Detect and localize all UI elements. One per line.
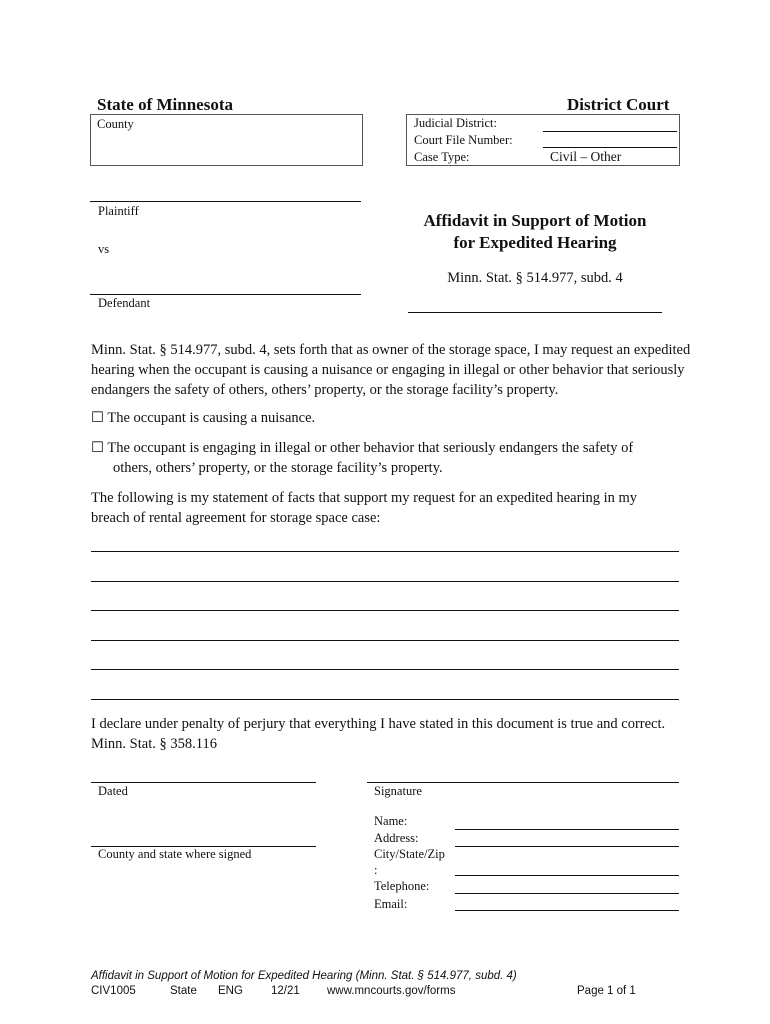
address-label: Address: — [374, 831, 419, 845]
declaration-statute: Minn. Stat. § 358.116 — [91, 736, 217, 752]
facts-line[interactable] — [91, 669, 679, 670]
county-label: County — [97, 117, 134, 131]
document-title — [406, 210, 664, 254]
city-label-cont: : — [374, 863, 378, 877]
plaintiff-field[interactable] — [90, 201, 361, 202]
checkbox-option-illegal[interactable] — [91, 438, 633, 458]
case-info-box — [406, 114, 680, 166]
title-line-2: for Expedited Hearing — [453, 233, 617, 252]
name-label: Name: — [374, 814, 408, 828]
dated-label: Dated — [98, 784, 128, 798]
checkbox-label-nuisance: The occupant is causing a nuisance. — [107, 410, 316, 426]
footer-jurisdiction: State — [170, 985, 197, 997]
title-line-1: Affidavit in Support of Motion — [423, 211, 647, 230]
case-type-value: Civil – Other — [550, 149, 622, 164]
city-label: City/State/Zip — [374, 847, 445, 861]
vs-label: vs — [98, 242, 110, 256]
plaintiff-label: Plaintiff — [98, 204, 139, 218]
county-box[interactable] — [90, 114, 363, 166]
footer-website-link[interactable]: www.mncourts.gov/forms — [327, 985, 456, 997]
footer-page-number: Page 1 of 1 — [577, 985, 636, 997]
address-field[interactable] — [455, 846, 679, 847]
judicial-district-field[interactable] — [543, 131, 677, 132]
telephone-field[interactable] — [455, 893, 679, 894]
footer-form-title: Affidavit in Support of Motion for Expedited Hearing (Minn. Stat. § 514.977, subd. 4) — [91, 970, 517, 982]
name-field[interactable] — [455, 829, 679, 830]
dated-field[interactable] — [91, 782, 316, 783]
state-heading: State of Minnesota — [97, 95, 233, 114]
county-state-label: County and state where signed — [98, 847, 252, 861]
email-field[interactable] — [455, 910, 679, 911]
telephone-label: Telephone: — [374, 879, 430, 893]
footer-form-id: CIV1005 — [91, 985, 136, 997]
intro-paragraph: Minn. Stat. § 514.977, subd. 4, sets forth that as owner of the storage space, I may request an expedited hearing when the occupant is causing a nuisance or engaging in illegal or other behavior that seriously endangers the safety of others, others’ property, or the storage facility’s property. — [91, 342, 691, 398]
facts-line[interactable] — [91, 640, 679, 641]
defendant-field[interactable] — [90, 294, 361, 295]
facts-intro: The following is my statement of facts that support my request for an expedited hearing in my breach of rental agreement for storage space case: — [91, 490, 638, 526]
signature-field[interactable] — [367, 782, 679, 783]
defendant-label: Defendant — [98, 296, 151, 310]
declaration: I declare under penalty of perjury that everything I have stated in this document is true and correct. — [91, 716, 666, 732]
facts-line[interactable] — [91, 581, 679, 582]
city-field[interactable] — [455, 875, 679, 876]
court-heading: District Court — [567, 95, 670, 114]
title-rule — [408, 312, 662, 313]
signature-label: Signature — [374, 784, 422, 798]
email-label: Email: — [374, 897, 408, 911]
checkbox-icon[interactable]: ☐ — [91, 440, 104, 456]
judicial-district-label: Judicial District: — [414, 116, 497, 130]
footer-language: ENG — [218, 985, 243, 997]
title-statute: Minn. Stat. § 514.977, subd. 4 — [447, 270, 623, 286]
checkbox-icon[interactable]: ☐ — [91, 410, 104, 426]
court-file-number-label: Court File Number: — [414, 133, 513, 147]
checkbox-option-nuisance[interactable] — [91, 408, 315, 428]
checkbox-label-illegal-cont: others, others’ property, or the storage facility’s property. — [113, 460, 443, 476]
case-type-label: Case Type: — [414, 150, 470, 164]
footer-revision: 12/21 — [271, 985, 300, 997]
court-file-number-field[interactable] — [543, 147, 677, 148]
facts-line[interactable] — [91, 699, 679, 700]
checkbox-label-illegal: The occupant is engaging in illegal or other behavior that seriously endangers the safety of — [107, 440, 634, 456]
facts-line[interactable] — [91, 610, 679, 611]
facts-line[interactable] — [91, 551, 679, 552]
